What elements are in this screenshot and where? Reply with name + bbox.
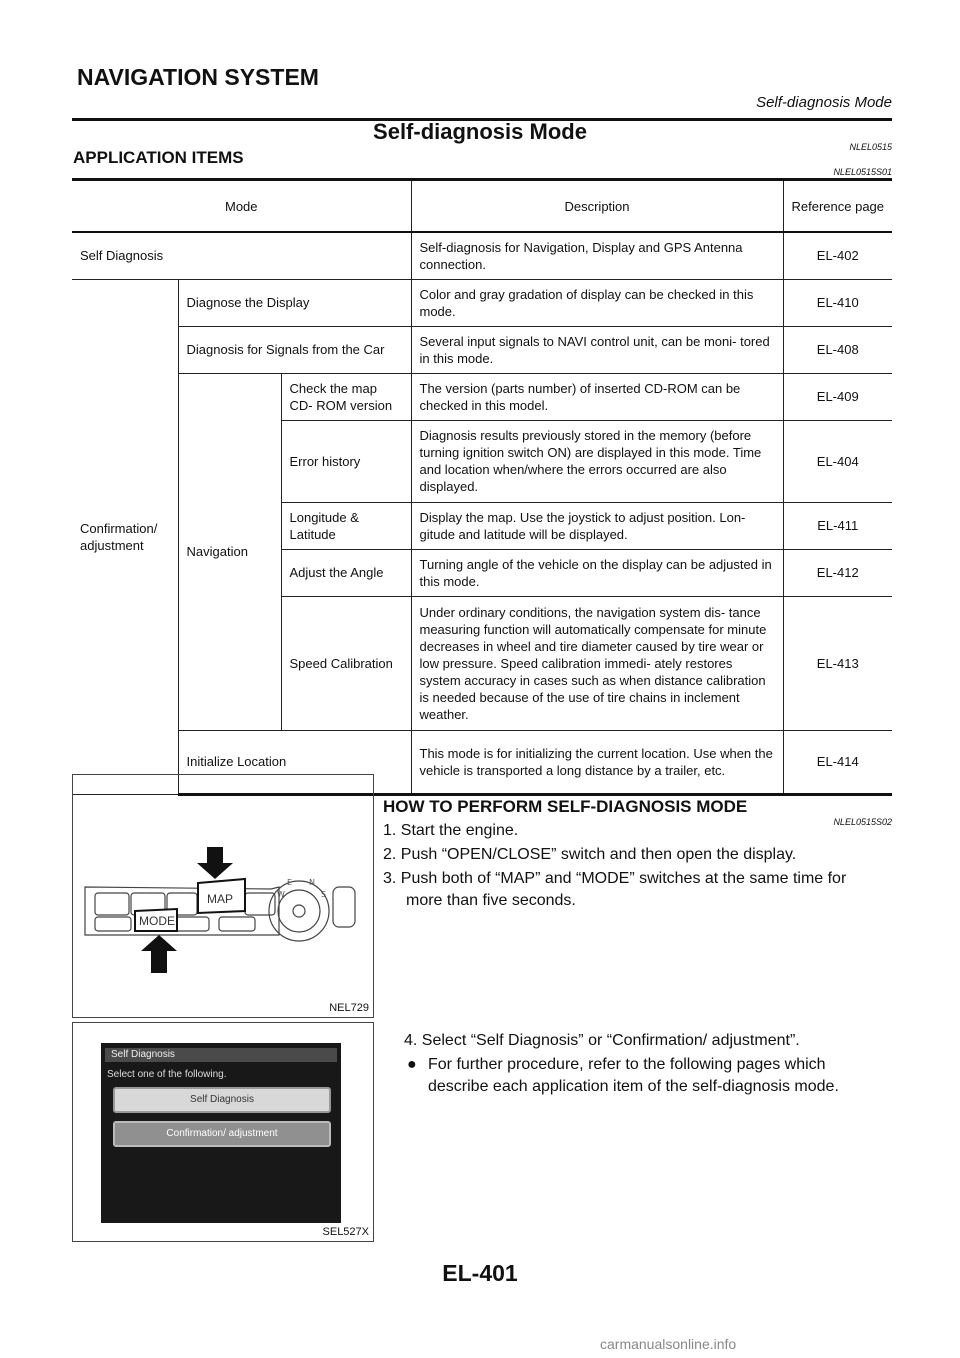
- mode-cell: Longitude & Latitude: [281, 502, 411, 549]
- page-header-title: NAVIGATION SYSTEM: [77, 64, 319, 90]
- reference-cell: EL-413: [783, 596, 892, 730]
- description-cell: Color and gray gradation of display can be checked in this mode.: [411, 279, 783, 326]
- bullet-text: For further procedure, refer to the following pages which: [428, 1056, 826, 1073]
- step-1: 1. Start the engine.: [383, 822, 519, 839]
- reference-cell: EL-404: [783, 420, 892, 502]
- column-header-description: Description: [411, 180, 783, 233]
- page-header-subtitle: Self-diagnosis Mode: [756, 94, 892, 111]
- reference-cell: EL-412: [783, 549, 892, 596]
- reference-cell: EL-409: [783, 373, 892, 420]
- mode-switch-label: MODE: [139, 914, 175, 928]
- arrow-down-icon: [197, 847, 233, 879]
- reference-cell: EL-414: [783, 730, 892, 794]
- arrow-up-icon: [141, 935, 177, 973]
- description-cell: Diagnosis results previously stored in the memory (before turning ignition switch ON) are displayed in this mode. Time and location when/where the errors occurred are also displayed.: [411, 420, 783, 502]
- confirmation-adjustment-option[interactable]: Confirmation/ adjustment: [113, 1121, 331, 1147]
- display-screen: [101, 1043, 341, 1223]
- description-cell: Self-diagnosis for Navigation, Display and GPS Antenna connection.: [411, 232, 783, 279]
- table-row: [72, 373, 892, 420]
- svg-text:S: S: [321, 890, 327, 899]
- svg-text:E: E: [287, 878, 293, 887]
- map-switch-label: MAP: [207, 892, 234, 906]
- description-cell: Several input signals to NAVI control unit, can be moni- tored in this mode.: [411, 326, 783, 373]
- svg-text:W: W: [277, 890, 285, 899]
- figure-diagnosis-screen: [72, 1022, 374, 1242]
- subgroup-cell-navigation: Navigation: [178, 373, 281, 730]
- mode-cell: Initialize Location: [178, 730, 411, 794]
- description-cell: The version (parts number) of inserted CD-ROM can be checked in this model.: [411, 373, 783, 420]
- bullet-icon: ●: [407, 1056, 417, 1073]
- mode-cell: Adjust the Angle: [281, 549, 411, 596]
- table-row: [72, 326, 892, 373]
- screen-prompt: Select one of the following.: [107, 1069, 227, 1080]
- svg-text:N: N: [309, 878, 315, 887]
- step-2: 2. Push “OPEN/CLOSE” switch and then open the display.: [383, 846, 797, 863]
- watermark: carmanualsonline.info: [600, 1336, 737, 1352]
- description-cell: Display the map. Use the joystick to adjust position. Lon- gitude and latitude will be displayed.: [411, 502, 783, 549]
- figure-control-panel: [72, 774, 374, 1018]
- bullet-text-continued: describe each application item of the self-diagnosis mode.: [428, 1078, 839, 1095]
- application-items-title: APPLICATION ITEMS: [73, 148, 244, 167]
- page-number: EL-401: [442, 1260, 518, 1286]
- group-cell-confirmation: Confirmation/ adjustment: [72, 279, 178, 794]
- self-diagnosis-option[interactable]: Self Diagnosis: [113, 1087, 331, 1113]
- screen-title-bar: Self Diagnosis: [105, 1048, 337, 1062]
- application-items-table: [72, 178, 892, 796]
- how-to-code: NLEL0515S02: [833, 817, 892, 827]
- reference-cell: EL-410: [783, 279, 892, 326]
- application-items-code: NLEL0515S01: [833, 167, 892, 177]
- step-3-continued: more than five seconds.: [406, 892, 576, 909]
- section-title: Self-diagnosis Mode: [373, 119, 587, 144]
- reference-cell: EL-402: [783, 232, 892, 279]
- mode-cell: Check the map CD- ROM version: [281, 373, 411, 420]
- column-header-reference: Reference page: [783, 180, 892, 233]
- column-header-mode: Mode: [72, 180, 411, 233]
- mode-cell: Speed Calibration: [281, 596, 411, 730]
- control-panel-illustration: [73, 775, 373, 1017]
- how-to-title: HOW TO PERFORM SELF-DIAGNOSIS MODE: [383, 797, 748, 816]
- step-4: 4. Select “Self Diagnosis” or “Confirmation/ adjustment”.: [404, 1032, 800, 1049]
- figure-code-nel729: NEL729: [329, 1002, 369, 1014]
- mode-cell: Diagnosis for Signals from the Car: [178, 326, 411, 373]
- reference-cell: EL-411: [783, 502, 892, 549]
- section-code: NLEL0515: [849, 142, 892, 152]
- mode-cell: Self Diagnosis: [72, 232, 411, 279]
- reference-cell: EL-408: [783, 326, 892, 373]
- table-row: [72, 279, 892, 326]
- table-row: [72, 232, 892, 279]
- mode-cell: Diagnose the Display: [178, 279, 411, 326]
- description-cell: This mode is for initializing the current location. Use when the vehicle is transported a long distance by a trailer, etc.: [411, 730, 783, 794]
- mode-cell: Error history: [281, 420, 411, 502]
- figure-code-sel527x: SEL527X: [322, 1226, 369, 1238]
- description-cell: Under ordinary conditions, the navigation system dis- tance measuring function will automatically compensate for minute decreases in wheel and tire diameter caused by tire wear or low pressure. Speed calibration immedi- ately restores system accuracy in cases such as when distance calibration is needed because of the use of tire chains in inclement weather.: [411, 596, 783, 730]
- description-cell: Turning angle of the vehicle on the display can be adjusted in this mode.: [411, 549, 783, 596]
- step-3: 3. Push both of “MAP” and “MODE” switches at the same time for: [383, 870, 847, 887]
- table-header-row: [72, 180, 892, 233]
